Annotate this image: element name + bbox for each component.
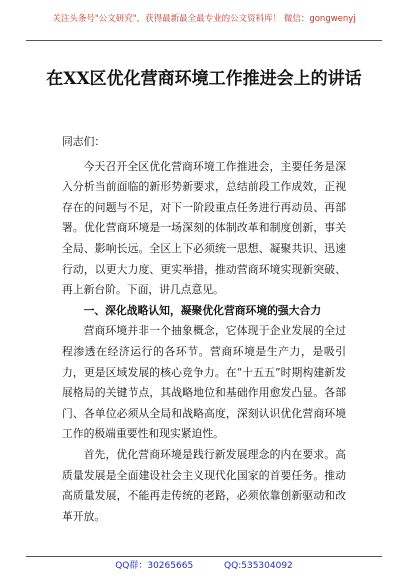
salutation: 同志们： (62, 135, 106, 148)
footer-qq: QQ:535304092 (224, 561, 293, 571)
header-divider (26, 40, 382, 41)
intro-paragraph: 今天召开全区优化营商环境工作推进会，主要任务是深入分析当前面临的新形势新要求，总结前段工作成效，正视存在的问题与不足，对下一阶段重点任务进行再动员、再部署。优化营商环境是一场深刻的体制改革和制度创新，事关全局、影响长远。全区上下必须统一思想、凝聚共识、迅速行动，以更大力度、更实举措，推动营商环境实现新突破、再上新台阶。下面，讲几点意见。 (62, 159, 346, 297)
footer-divider (26, 556, 382, 557)
section-heading: 一、深化战略认知，凝聚优化营商环境的强大合力 (83, 303, 322, 317)
document-title: 在XX区优化营商环境工作推进会上的讲话 (46, 69, 362, 89)
section-paragraph: 首先，优化营商环境是践行新发展理念的内在要求。高质量发展是全面建设社会主义现代化国家的首要任务。推动高质量发展，不能再走传统的老路，必须依靠创新驱动和改革开放。 (62, 447, 346, 523)
footer-qq-group: QQ群：30265665 (115, 561, 194, 571)
section-paragraph: 营商环境并非一个抽象概念，它体现于企业发展的全过程渗透在经济运行的各环节。营商环境是生产力，是吸引力，更是区域发展的核心竞争力。在“十五五”时期构建新发展格局的关键节点，其战略地位和基础作用愈发凸显。各部门、各单位必须从全局和战略高度，深刻认识优化营商环境工作的极端重要性和现实紧迫性。 (62, 324, 346, 441)
header-notice: 关注头条号"公文研究"，获得最新最全最专业的公文资料库！ 微信：gongwenyj (52, 14, 356, 24)
footer-contact (0, 558, 408, 571)
document-body (62, 132, 346, 527)
